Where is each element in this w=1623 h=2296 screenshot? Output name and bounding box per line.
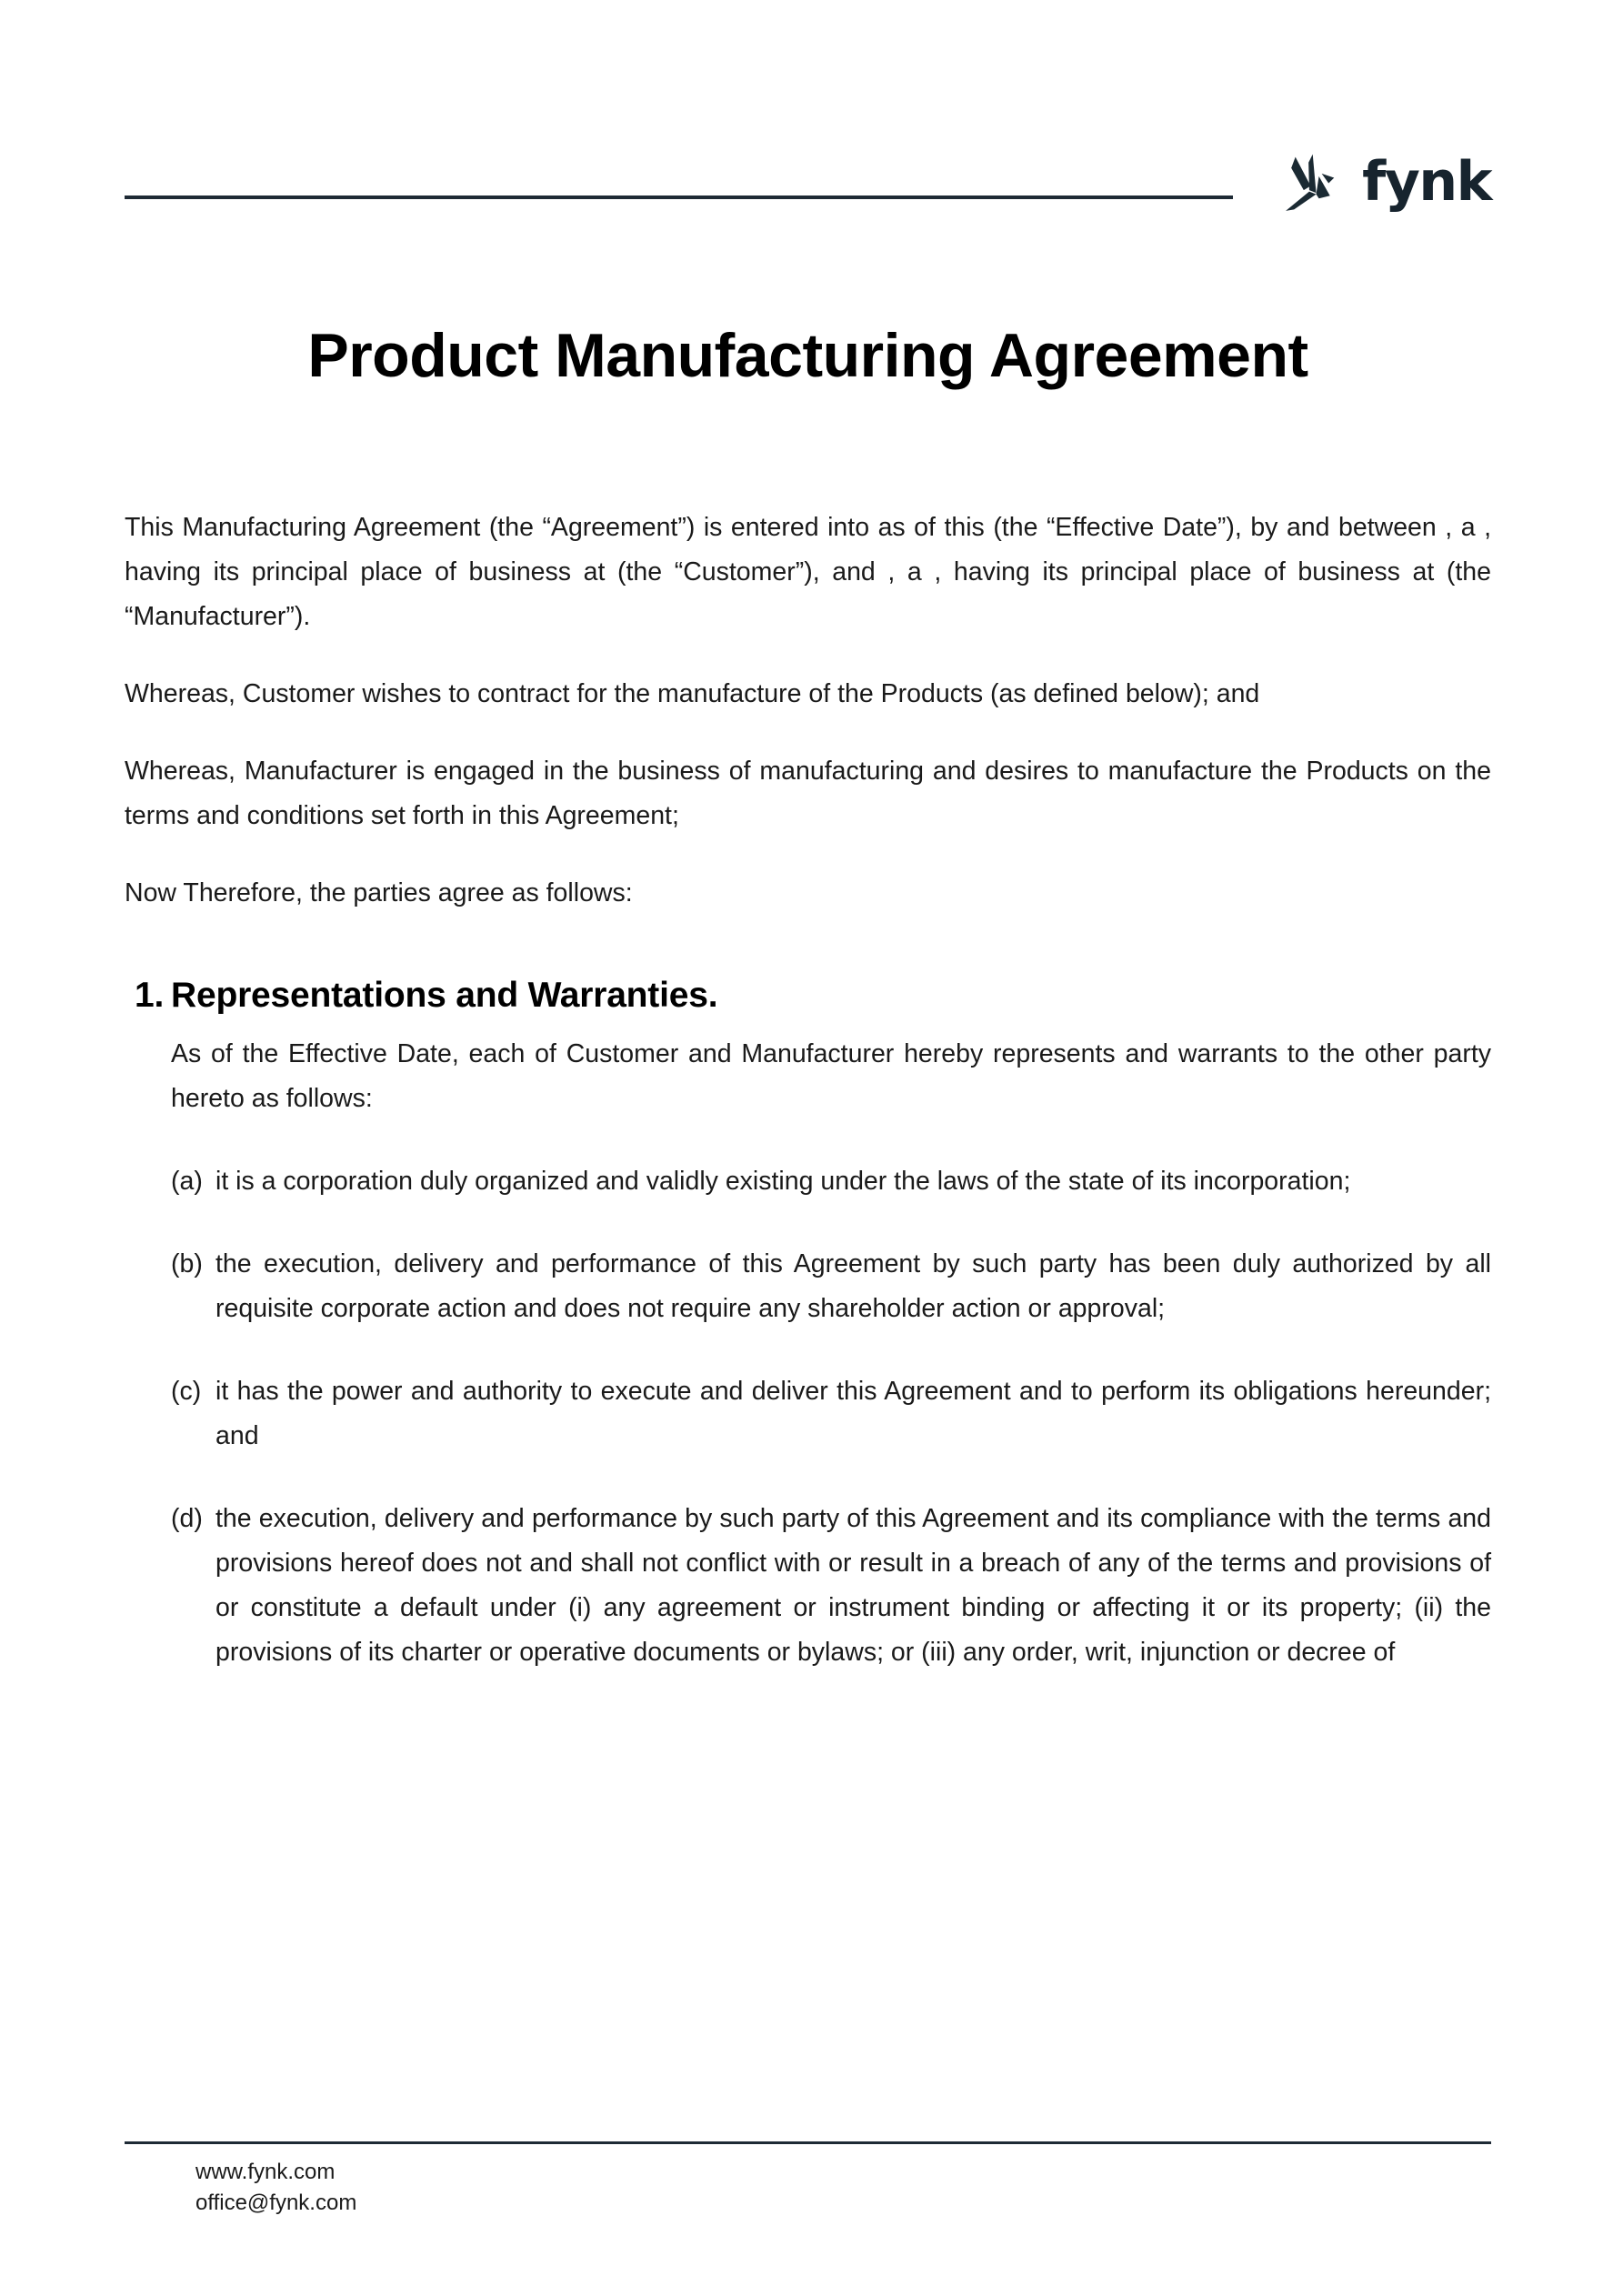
section-title: Representations and Warranties.: [171, 976, 718, 1016]
header-divider-rule: [125, 196, 1233, 199]
page-footer: [125, 2141, 1491, 2219]
section-representations-and-warranties: [125, 976, 1491, 1675]
footer-contact-block: [125, 2144, 1491, 2219]
list-item: [171, 1242, 1491, 1331]
section-intro-paragraph: As of the Effective Date, each of Customer and Manufacturer hereby represents and warrants to the other party hereto as follows:: [171, 1039, 1491, 1114]
brand-wordmark: fynk: [1362, 150, 1491, 214]
list-item: [171, 1497, 1491, 1675]
intro-paragraph-1: This Manufacturing Agreement (the “Agreement”) is entered into as of this (the “Effective Date”), by and between , a , having its principal place of business at (the “Customer”), and , a , having its principal place of business at (the “Manufacturer”).: [125, 513, 1491, 632]
brand-logo: [1280, 147, 1491, 216]
page-title: Product Manufacturing Agreement: [307, 321, 1308, 390]
list-item-marker: (a): [171, 1167, 203, 1197]
list-item-text: it has the power and authority to execute and deliver this Agreement and to perform its obligations hereunder; and: [215, 1377, 1491, 1451]
page-header: [125, 136, 1491, 218]
document-body: [125, 506, 1491, 1675]
footer-email[interactable]: office@fynk.com: [195, 2191, 357, 2216]
intro-paragraph-3: Whereas, Manufacturer is engaged in the business of manufacturing and desires to manufacture the Products on the terms and conditions set forth in this Agreement;: [125, 757, 1491, 831]
list-item: [171, 1369, 1491, 1459]
intro-paragraph-4: Now Therefore, the parties agree as follows:: [125, 878, 633, 908]
list-item-text: the execution, delivery and performance of this Agreement by such party has been duly authorized by all requisite corporate action and does not require any shareholder action or approval;: [215, 1249, 1491, 1324]
footer-website[interactable]: www.fynk.com: [195, 2160, 336, 2184]
section-heading: [125, 976, 1491, 1016]
list-item-marker: (c): [171, 1377, 202, 1407]
list-item-text: the execution, delivery and performance by such party of this Agreement and its compliance with the terms and provisions hereof does not and shall not conflict with or result in a breach of any of the terms and provisions of or constitute a default under (i) any agreement or instrument binding or affecting it or its property; (ii) the provisions of its charter or operative documents or bylaws; or (iii) any order, writ, injunction or decree of: [215, 1504, 1491, 1668]
list-item-marker: (b): [171, 1249, 203, 1279]
intro-paragraph-2: Whereas, Customer wishes to contract for the manufacture of the Products (as defined below); and: [125, 679, 1260, 709]
list-item-text: it is a corporation duly organized and validly existing under the laws of the state of its incorporation;: [215, 1167, 1351, 1197]
list-item: [171, 1159, 1491, 1204]
representations-list: [125, 1159, 1491, 1675]
list-item-marker: (d): [171, 1504, 203, 1534]
fynk-bird-logo-icon: [1280, 147, 1349, 216]
section-number: 1.: [135, 976, 165, 1016]
